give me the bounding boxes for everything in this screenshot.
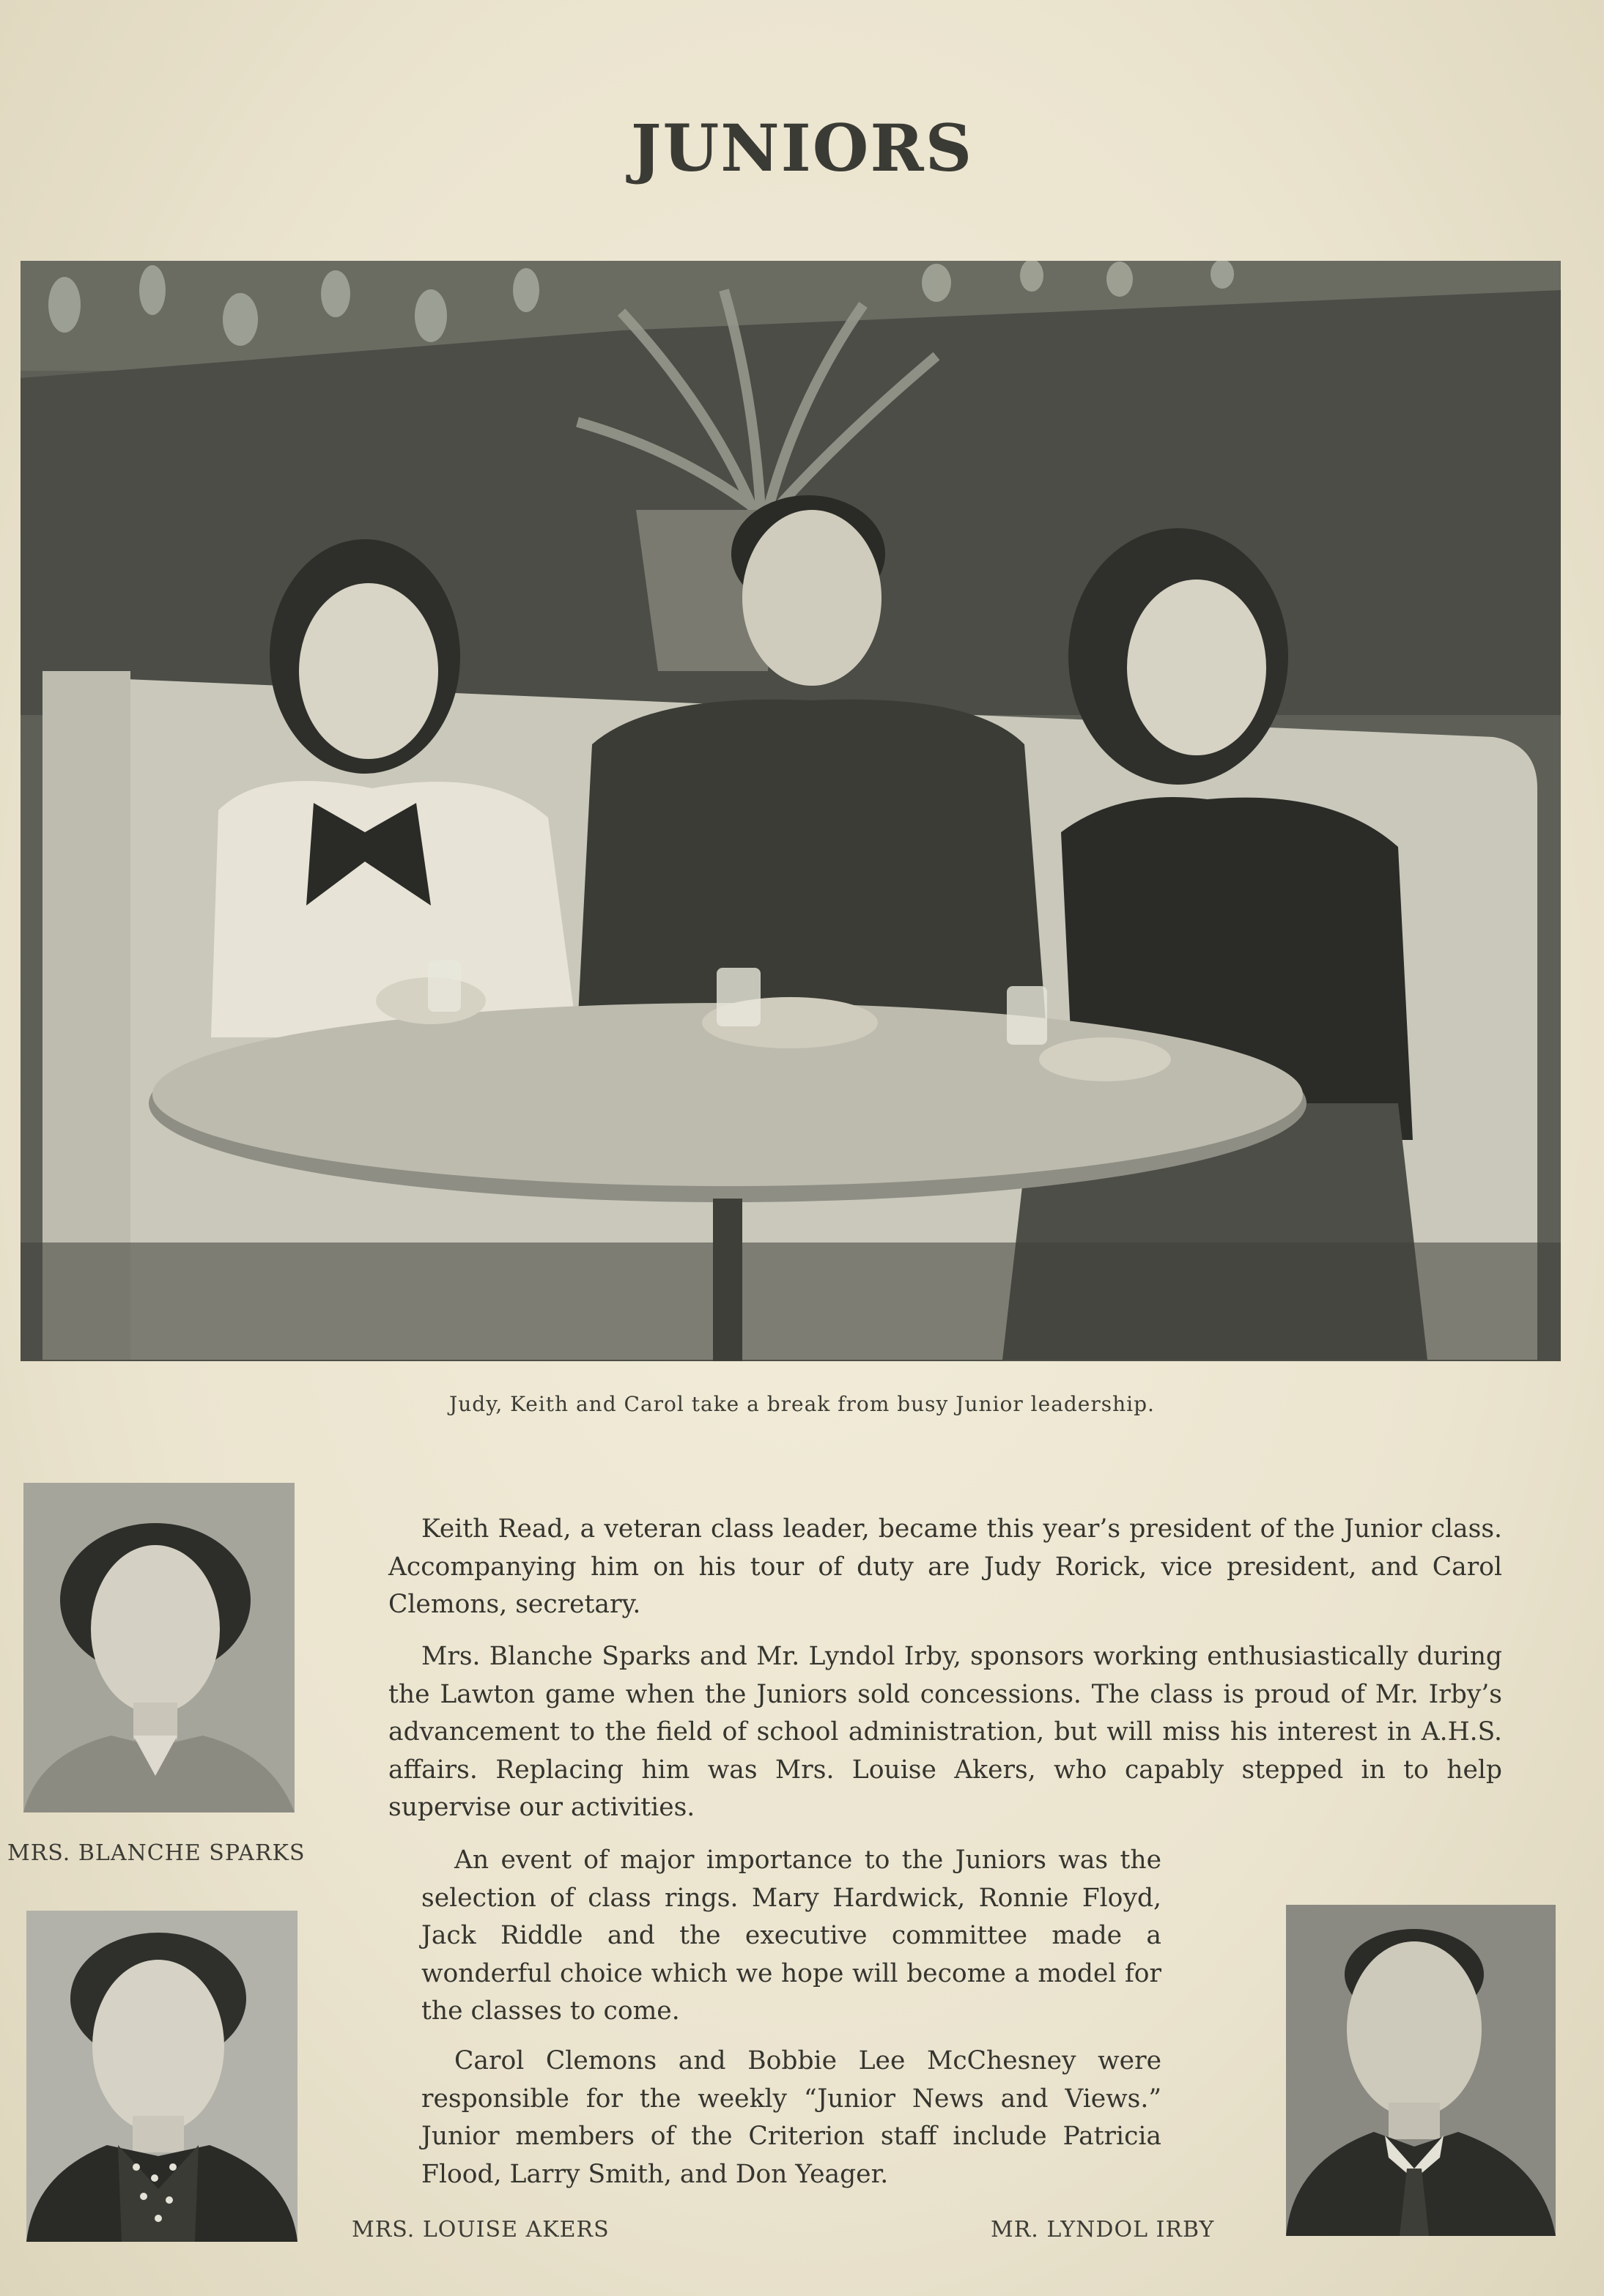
body-paragraph: Carol Clemons and Bobbie Lee McChesney were responsible for the weekly “Junior News and Views.” Junior members of the Criterion staff include Patricia Flood, Larry Smith, and Don Yeager. bbox=[421, 2046, 1161, 2189]
portrait-sparks-image bbox=[23, 1483, 295, 1812]
portrait-name-irby: MR. LYNDOL IRBY bbox=[991, 2217, 1215, 2243]
portrait-name-akers: MRS. LOUISE AKERS bbox=[352, 2217, 610, 2243]
main-photo bbox=[21, 261, 1561, 1361]
body-paragraph: Mrs. Blanche Sparks and Mr. Lyndol Irby, sponsors working enthusiastically during the Lawton game when the Juniors sold concessions. The class is proud of Mr. Irby’s advancement to the field of school administration, but will miss his interest in A.H.S. affairs. Replacing him was Mrs. Louise Akers, who capably stepped in to help supervise our activities. bbox=[388, 1642, 1502, 1822]
portrait-irby-image bbox=[1286, 1905, 1556, 2236]
main-photo-caption: Judy, Keith and Carol take a break from busy Junior leadership. bbox=[449, 1392, 1155, 1416]
portrait-lyndol-irby bbox=[1286, 1905, 1556, 2236]
portrait-louise-akers bbox=[26, 1911, 297, 2242]
page-title: JUNIORS bbox=[630, 110, 974, 186]
portrait-name-sparks: MRS. BLANCHE SPARKS bbox=[7, 1840, 306, 1866]
body-paragraph: Keith Read, a veteran class leader, became this year’s president of the Junior class. Accompanying him on his tour of duty are Judy Rorick, vice president, and Carol Clemons, secretary. bbox=[388, 1514, 1502, 1619]
main-photo-image bbox=[21, 261, 1561, 1361]
portrait-akers-image bbox=[26, 1911, 297, 2242]
body-paragraph: An event of major importance to the Juniors was the selection of class rings. Mary Hardwick, Ronnie Floyd, Jack Riddle and the executive committee made a wonderful choice which we hope will become a model for the classes to come. bbox=[421, 1845, 1161, 2026]
portrait-blanche-sparks bbox=[23, 1483, 295, 1812]
